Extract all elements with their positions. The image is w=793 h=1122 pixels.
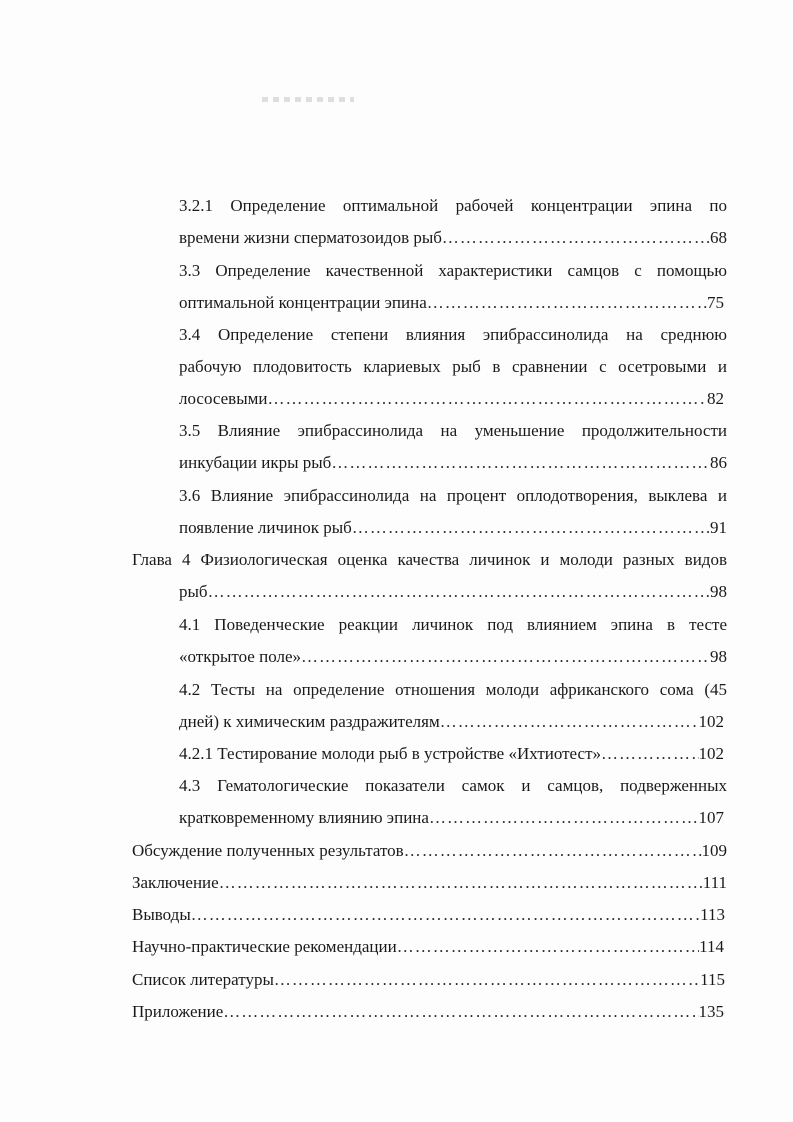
toc-entry-4-2-line-1: 4.2 Тесты на определение отношения молоди африканского сома (45 <box>179 680 727 699</box>
page-number: 98 <box>710 582 727 601</box>
toc-entry-text: дней) к химическим раздражителям <box>179 712 440 731</box>
page-number: 114 <box>699 937 724 956</box>
toc-chapter-4-line-1: Глава 4 Физиологическая оценка качества личинок и молоди разных видов <box>132 550 727 569</box>
toc-entry-text: Научно-практические рекомендации <box>132 937 397 956</box>
dot-leader <box>427 293 707 313</box>
dot-leader <box>440 712 699 732</box>
toc-entry-text: кратковременному влиянию эпина <box>179 808 429 827</box>
page-number: 107 <box>698 808 724 827</box>
dot-leader <box>208 582 710 602</box>
toc-entry-text: Приложение <box>132 1002 224 1021</box>
dot-leader <box>331 453 710 473</box>
dot-leader <box>301 647 710 667</box>
page-number: 91 <box>710 518 727 537</box>
toc-entry-text: Выводы <box>132 905 191 924</box>
toc-entry-4-3-line-1: 4.3 Гематологические показатели самок и самцов, подверженных <box>179 776 727 795</box>
toc-entry-4-1-line-1: 4.1 Поведенческие реакции личинок под влиянием эпина в тесте <box>179 615 727 634</box>
page-number: 115 <box>700 970 725 989</box>
toc-chapter-4-line-2[interactable] <box>179 582 727 602</box>
toc-entry-3-2-1-line-2[interactable] <box>179 228 727 248</box>
dot-leader <box>191 905 700 925</box>
toc-entry-findings[interactable] <box>132 905 725 925</box>
scan-smudge <box>262 97 354 102</box>
dot-leader <box>352 518 710 538</box>
page-number: 102 <box>698 712 724 731</box>
toc-entry-3-4-line-3[interactable] <box>179 389 724 409</box>
toc-entry-text: инкубации икры рыб <box>179 453 332 472</box>
toc-entry-recommendations[interactable] <box>132 937 724 957</box>
toc-entry-3-5-line-2[interactable] <box>179 453 727 473</box>
dot-leader <box>601 744 699 764</box>
toc-entry-3-3-line-1: 3.3 Определение качественной характеристики самцов с помощью <box>179 261 727 280</box>
dot-leader <box>429 808 699 828</box>
toc-entry-text: лососевыми <box>179 389 268 408</box>
toc-entry-4-2-1[interactable] <box>179 744 724 764</box>
dot-leader <box>404 841 702 861</box>
dot-leader <box>223 1002 698 1022</box>
page-number: 86 <box>710 453 727 472</box>
page-number: 75 <box>707 293 724 312</box>
toc-entry-text: Список литературы <box>132 970 274 989</box>
toc-entry-3-3-line-2[interactable] <box>179 293 724 313</box>
page-number: 98 <box>710 647 727 666</box>
toc-entry-text: Заключение <box>132 873 219 892</box>
toc-entry-conclusion[interactable] <box>132 873 727 893</box>
page-number: 102 <box>698 744 724 763</box>
page-number: 68 <box>710 228 727 247</box>
dot-leader <box>442 228 710 248</box>
toc-entry-3-6-line-1: 3.6 Влияние эпибрассинолида на процент оплодотворения, выклева и <box>179 486 727 505</box>
page-number: 113 <box>700 905 725 924</box>
dot-leader <box>274 970 700 990</box>
dot-leader <box>219 873 703 893</box>
toc-entry-3-4-line-2: рабочую плодовитость клариевых рыб в сравнении с осетровыми и <box>179 357 727 376</box>
toc-entry-3-2-1-line-1: 3.2.1 Определение оптимальной рабочей концентрации эпина по <box>179 196 727 215</box>
page-number: 111 <box>702 873 727 892</box>
toc-entry-text: оптимальной концентрации эпина <box>179 293 427 312</box>
toc-entry-4-1-line-2[interactable] <box>179 647 727 667</box>
toc-entry-text: Обсуждение полученных результатов <box>132 841 404 860</box>
toc-entry-appendix[interactable] <box>132 1002 724 1022</box>
page-number: 109 <box>701 841 727 860</box>
dot-leader <box>397 937 699 957</box>
toc-entry-text: времени жизни сперматозоидов рыб <box>179 228 442 247</box>
toc-entry-references[interactable] <box>132 970 725 990</box>
toc-entry-text: появление личинок рыб <box>179 518 352 537</box>
toc-entry-3-6-line-2[interactable] <box>179 518 727 538</box>
toc-entry-text: 4.2.1 Тестирование молоди рыб в устройстве «Ихтиотест» <box>179 744 601 763</box>
page-number: 135 <box>698 1002 724 1021</box>
toc-entry-text: рыб <box>179 582 208 601</box>
toc-entry-4-3-line-2[interactable] <box>179 808 724 828</box>
toc-entry-3-4-line-1: 3.4 Определение степени влияния эпибрассинолида на среднюю <box>179 325 727 344</box>
toc-entry-4-2-line-2[interactable] <box>179 712 724 732</box>
toc-entry-discussion[interactable] <box>132 841 727 861</box>
dot-leader <box>267 389 707 409</box>
toc-entry-3-5-line-1: 3.5 Влияние эпибрассинолида на уменьшение продолжительности <box>179 421 727 440</box>
page-number: 82 <box>707 389 724 408</box>
toc-entry-text: «открытое поле» <box>179 647 301 666</box>
